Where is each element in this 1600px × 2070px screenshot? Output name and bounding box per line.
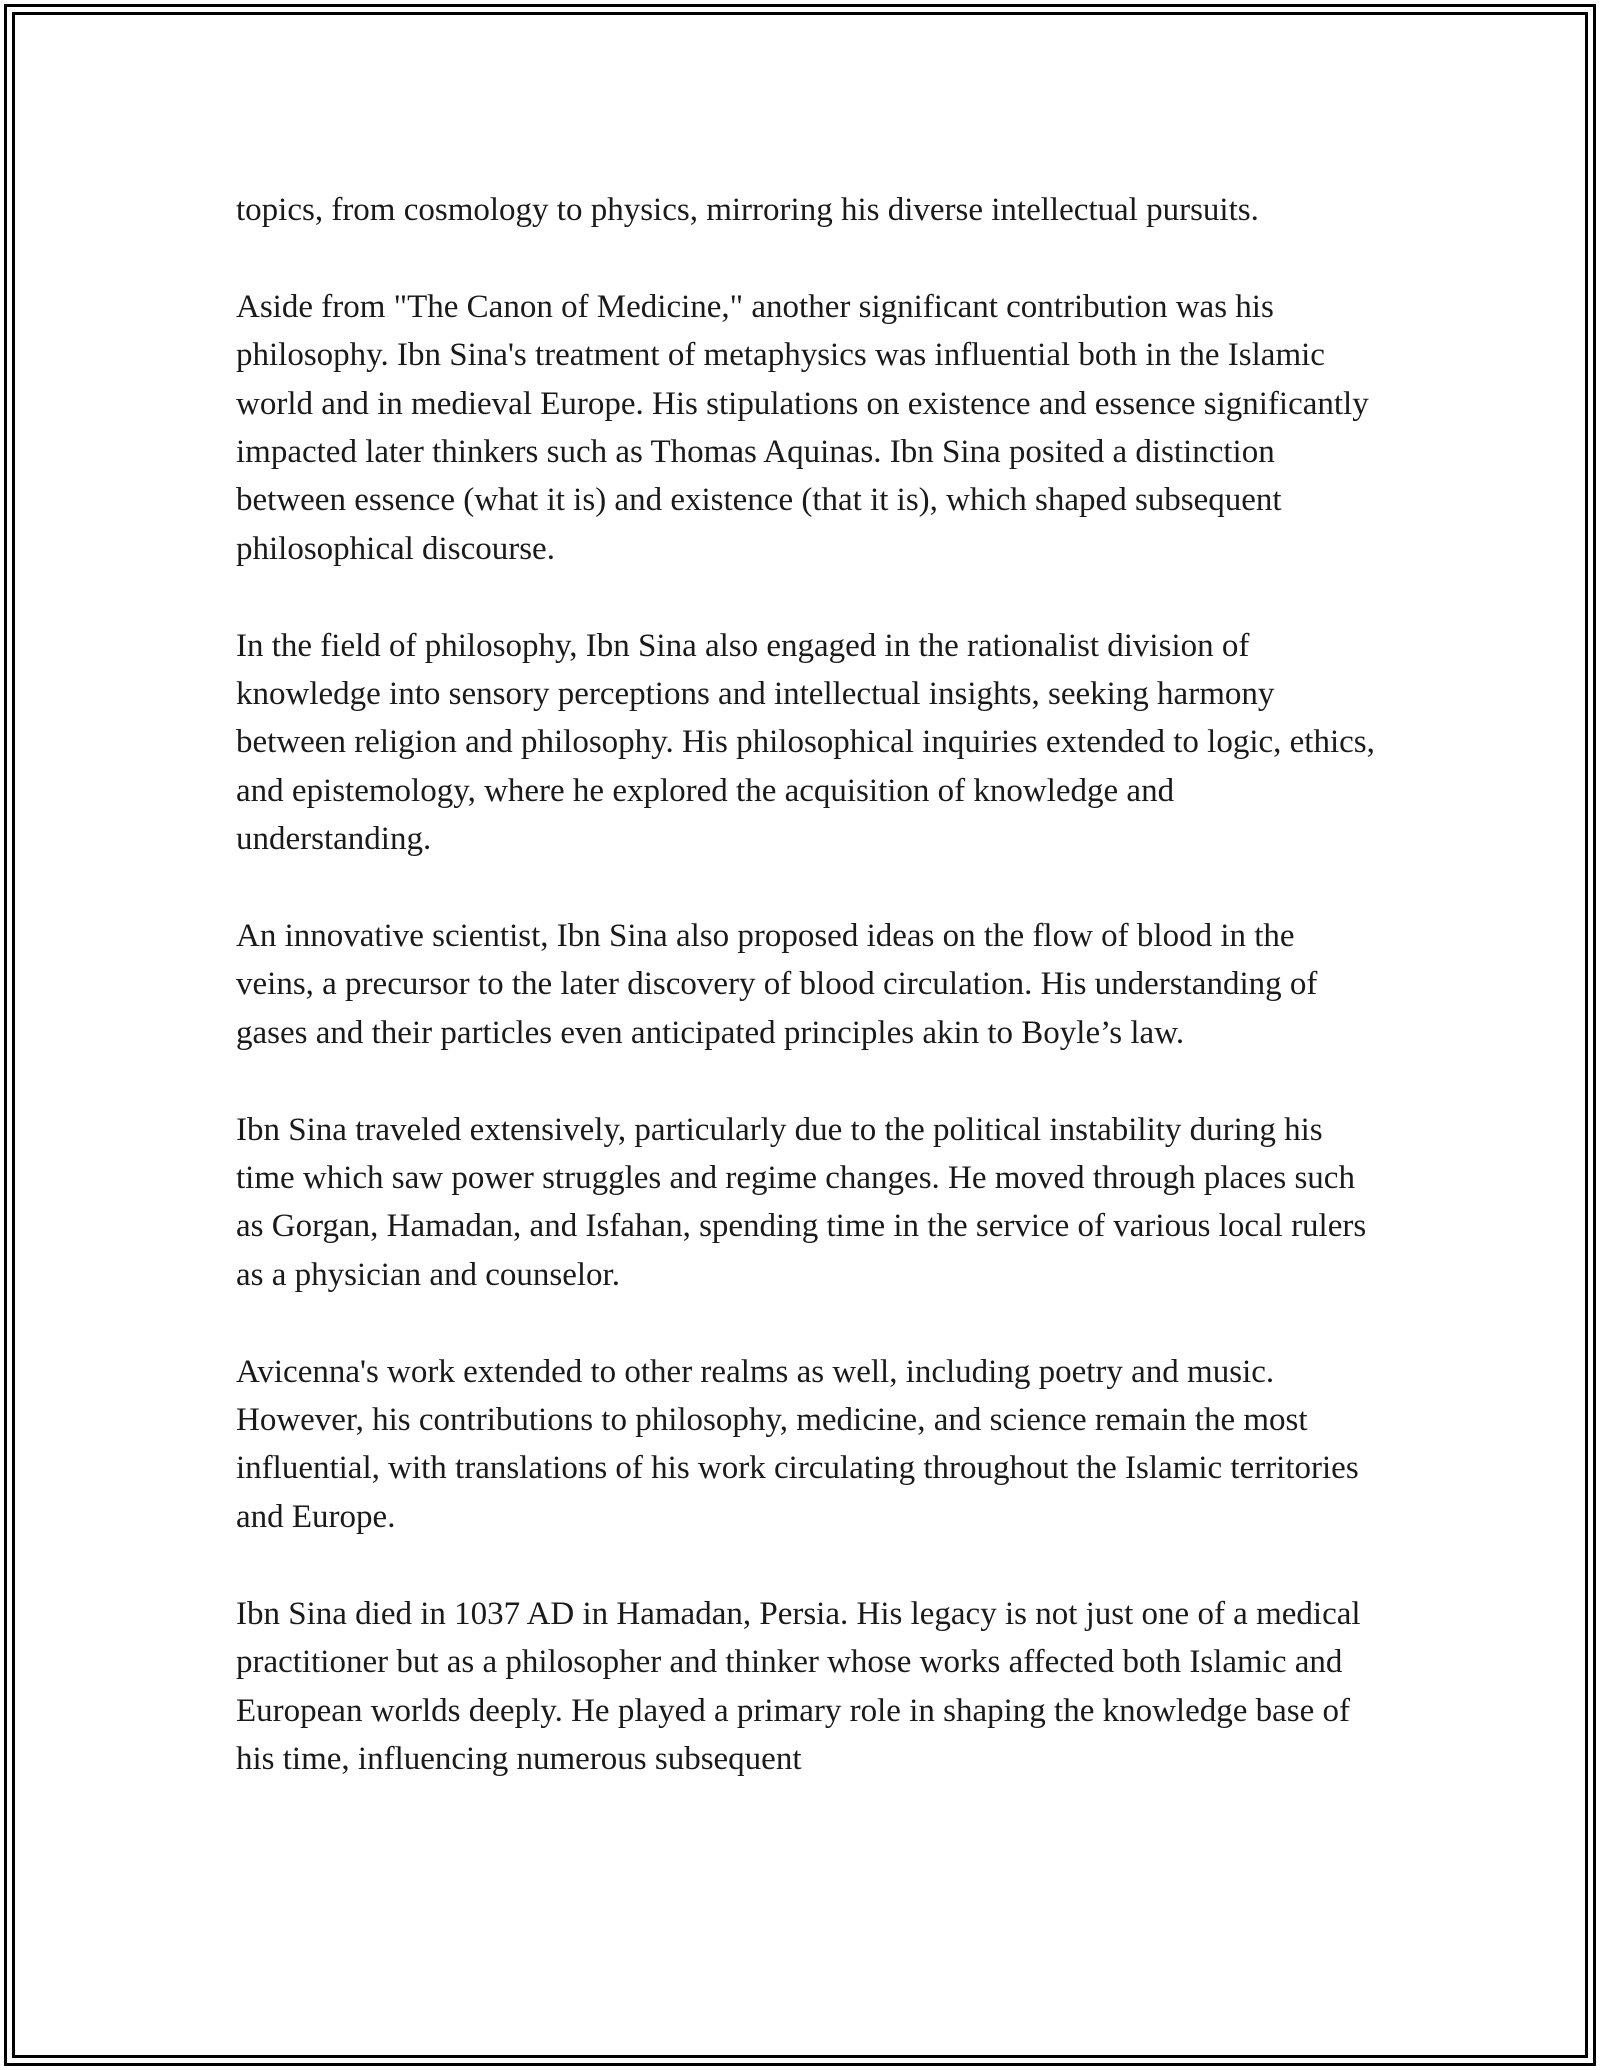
paragraph-continuation: topics, from cosmology to physics, mirroring his diverse intellectual pursuits.: [236, 192, 1259, 228]
paragraph-philosophy-metaphysics: Aside from "The Canon of Medicine," another significant contribution was his philosophy. Ibn Sina's treatment of metaphysics was influential both in the Islamic world and in medieval Europe. His stipulations on existence and essence significantly impacted later thinkers such as Thomas Aquinas. Ibn Sina posited a distinction between essence (what it is) and existence (that it is), which shaped subsequent philosophical discourse.: [236, 288, 1369, 567]
paragraph-rationalist-knowledge: In the field of philosophy, Ibn Sina also engaged in the rationalist division of knowledge into sensory perceptions and intellectual insights, seeking harmony between religion and philosophy. His philosophical inquiries extended to logic, ethics, and epistemology, where he explored the acquisition of knowledge and understanding.: [236, 627, 1375, 858]
paragraph-scientist: An innovative scientist, Ibn Sina also proposed ideas on the flow of blood in the veins, a precursor to the later discovery of blood circulation. His understanding of gases and their particles even anticipated principles akin to Boyle’s law.: [236, 918, 1318, 1051]
document-body: [236, 186, 1376, 1783]
paragraph-death-legacy: Ibn Sina died in 1037 AD in Hamadan, Persia. His legacy is not just one of a medical practitioner but as a philosopher and thinker whose works affected both Islamic and European worlds deeply. He played a primary role in shaping the knowledge base of his time, influencing numerous subsequent: [236, 1595, 1361, 1777]
paragraph-other-realms: Avicenna's work extended to other realms as well, including poetry and music. However, his contributions to philosophy, medicine, and science remain the most influential, with translations of his work circulating throughout the Islamic territories and Europe.: [236, 1353, 1359, 1535]
paragraph-travels: Ibn Sina traveled extensively, particularly due to the political instability during his time which saw power struggles and regime changes. He moved through places such as Gorgan, Hamadan, and Isfahan, spending time in the service of various local rulers as a physician and counselor.: [236, 1111, 1367, 1293]
